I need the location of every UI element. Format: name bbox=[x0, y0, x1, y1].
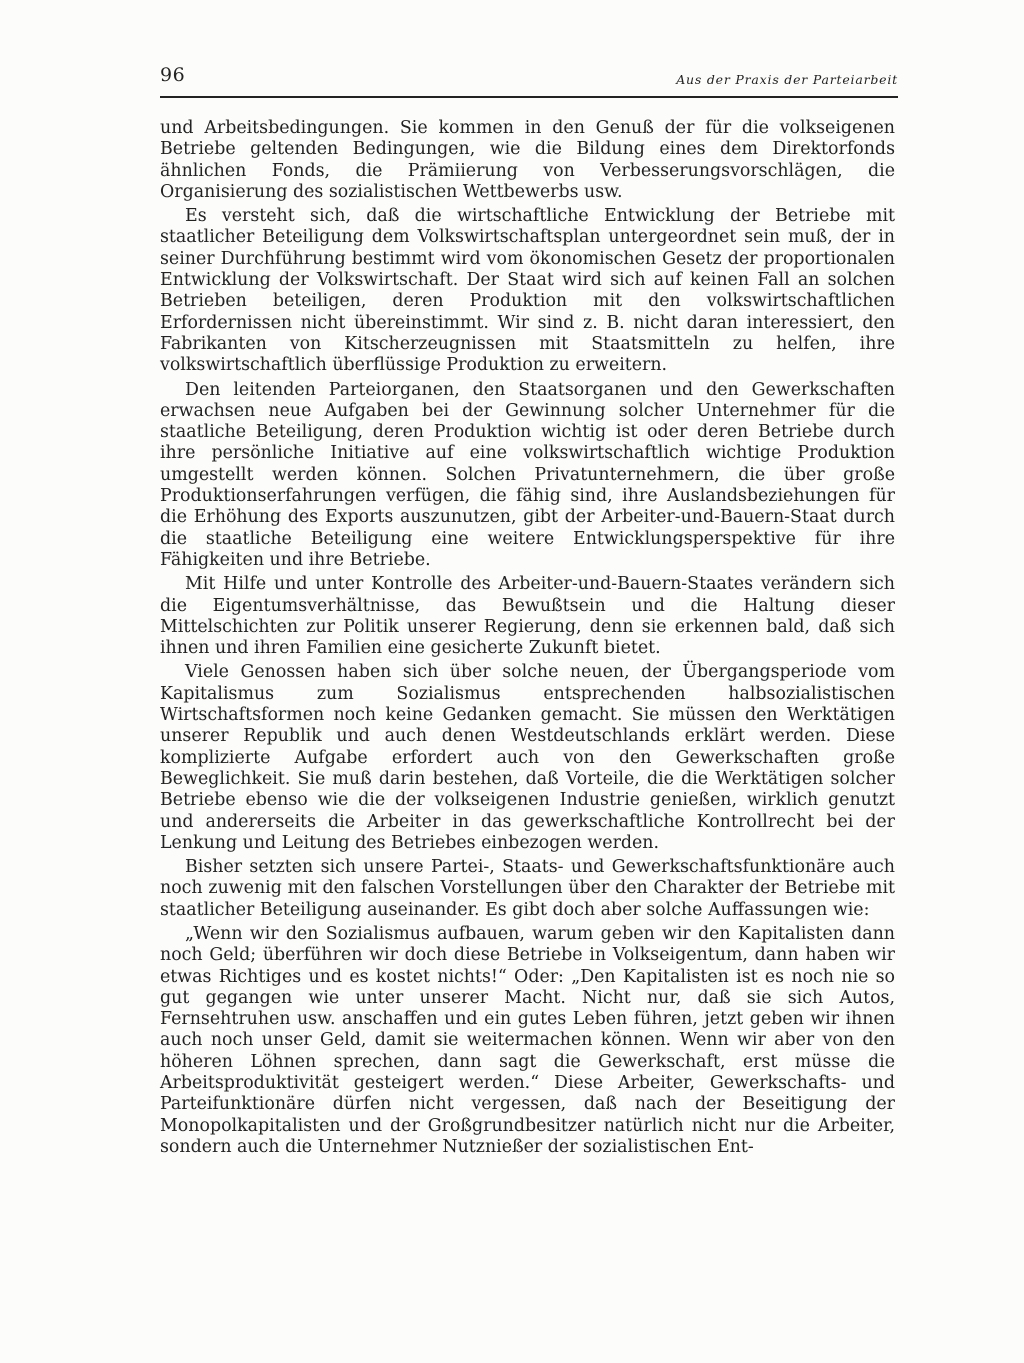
page-number: 96 bbox=[160, 64, 186, 86]
paragraph: und Arbeitsbedingungen. Sie kommen in den Genuß der für die volkseigenen Betriebe geltenden Bedingungen, wie die Bildung eines dem Direktorfonds ähnlichen Fonds, die Prämiierung von Verbesserungsvorschlägen, die Organisierung des sozialistischen Wettbewerbs usw. bbox=[160, 118, 895, 202]
paragraph: Es versteht sich, daß die wirtschaftliche Entwicklung der Betriebe mit staatlicher Beteiligung dem Volkswirtschaftsplan untergeordnet sein muß, der in seiner Durchführung bestimmt wird vom ökonomischen Gesetz der proportionalen Entwicklung der Volkswirtschaft. Der Staat wird sich auf keinen Fall an solchen Betrieben beteiligen, deren Produktion mit den volkswirtschaftlichen Erfordernissen nicht übereinstimmt. Wir sind z. B. nicht daran interessiert, den Fabrikanten von Kitscherzeugnissen mit Staatsmitteln zu helfen, ihre volkswirtschaftlich überflüssige Produktion zu erweitern. bbox=[160, 206, 895, 376]
running-title: Aus der Praxis der Parteiarbeit bbox=[676, 72, 898, 87]
paragraph: Bisher setzten sich unsere Partei-, Staats- und Gewerkschaftsfunktionäre auch noch zuwenig mit den falschen Vorstellungen über den Charakter der Betriebe mit staatlicher Beteiligung auseinander. Es gibt doch aber solche Auffassungen wie: bbox=[160, 857, 895, 920]
paragraph: Den leitenden Parteiorganen, den Staatsorganen und den Gewerkschaften erwachsen neue Aufgaben bei der Gewinnung solcher Unternehmer für die staatliche Beteiligung, deren Produktion wichtig ist oder deren Betriebe durch ihre persönliche Initiative auf eine volkswirtschaftlich wichtige Produktion umgestellt werden können. Solchen Privatunternehmern, die über große Produktionserfahrungen verfügen, die fähig sind, ihre Auslandsbeziehungen für die Erhöhung des Exports auszunutzen, gibt der Arbeiter-und-Bauern-Staat durch die staatliche Beteiligung eine weitere Entwicklungsperspektive für ihre Fähigkeiten und ihre Betriebe. bbox=[160, 379, 895, 570]
paragraph: „Wenn wir den Sozialismus aufbauen, warum geben wir den Kapitalisten dann noch Geld; überführen wir doch diese Betriebe in Volkseigentum, dann haben wir etwas Richtiges und es kostet nichts!“ Oder: „Den Kapitalisten ist es noch nie so gut gegangen wie unter unserer Macht. Nicht nur, daß sie sich Autos, Fernsehtruhen usw. anschaffen und ein gutes Leben führen, jetzt geben wir ihnen auch noch unser Geld, damit sie weitermachen können. Wenn wir aber von den höheren Löhnen sprechen, dann sagt die Gewerkschaft, erst müsse die Arbeitsproduktivität gesteigert werden.“ Diese Arbeiter, Gewerkschafts- und Parteifunktionäre dürfen nicht vergessen, daß nach der Beseitigung der Monopolkapitalisten und der Großgrundbesitzer natürlich nicht nur die Arbeiter, sondern auch die Unternehmer Nutznießer der sozialistischen Ent- bbox=[160, 923, 895, 1157]
header-rule bbox=[160, 96, 898, 98]
paragraph: Mit Hilfe und unter Kontrolle des Arbeiter-und-Bauern-Staates verändern sich die Eigentumsverhältnisse, das Bewußtsein und die Haltung dieser Mittelschichten zur Politik unserer Regierung, denn sie erkennen bald, daß sich ihnen und ihren Familien eine gesicherte Zukunft bietet. bbox=[160, 574, 895, 659]
paragraph: Viele Genossen haben sich über solche neuen, der Übergangsperiode vom Kapitalismus zum Sozialismus entsprechenden halbsozialistischen Wirtschaftsformen noch keine Gedanken gemacht. Sie müssen den Werktätigen unserer Republik und auch denen Westdeutschlands erklärt werden. Diese komplizierte Aufgabe erfordert auch von den Gewerkschaften große Beweglichkeit. Sie muß darin bestehen, daß Vorteile, die die Werktätigen solcher Betriebe ebenso wie die der volkseigenen Industrie genießen, wirklich genutzt und andererseits die Arbeiter in das gewerkschaftliche Kontrollrecht bei der Lenkung und Leitung des Betriebes einbezogen werden. bbox=[160, 662, 895, 853]
body-text bbox=[160, 118, 895, 1161]
page-header bbox=[160, 64, 898, 104]
